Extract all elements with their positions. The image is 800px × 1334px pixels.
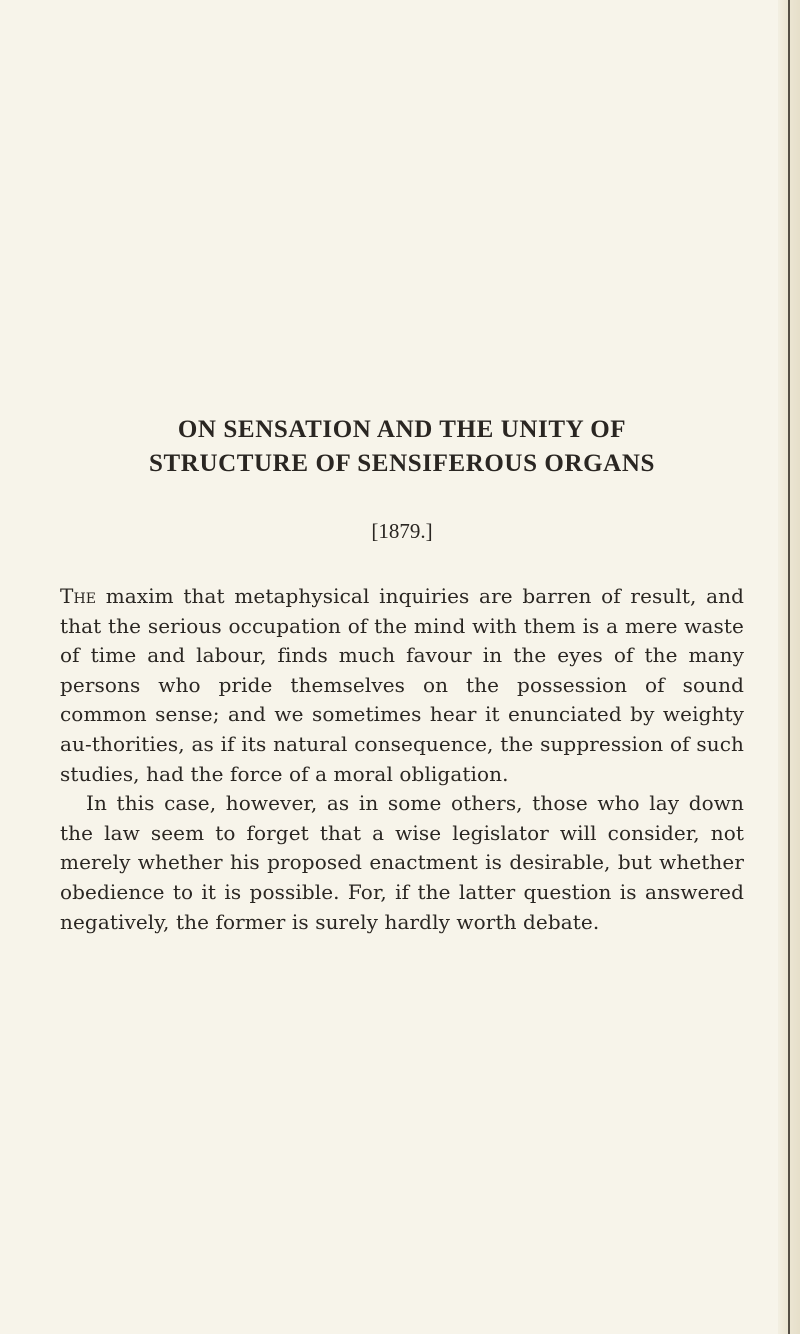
page-edge-line	[788, 0, 790, 1334]
title-line-1: ON SENSATION AND THE UNITY OF	[177, 416, 627, 443]
publication-year: [1879.]	[371, 519, 433, 543]
page-content	[60, 413, 744, 937]
page-title	[60, 413, 744, 481]
paragraph-1-body: maxim that metaphysical inquiries are barren of result, and that the serious occupation of the mind with them is a mere waste of time and labour, finds much favour in the eyes of the many persons who pride themselves on the possession of sound common sense; and we sometimes hear it enunciated by weighty au-thorities, as if its natural consequence, the suppression of such studies, had the force of a moral obligation.	[60, 584, 744, 786]
paragraph-2: In this case, however, as in some others, those who lay down the law seem to forget that a wise legislator will consider, not merely whether his proposed enactment is desirable, but whether obedience to it is possible. For, if the latter question is answered negatively, the former is surely hardly worth debate.	[60, 791, 744, 934]
title-line-2: STRUCTURE OF SENSIFEROUS ORGANS	[149, 450, 655, 477]
paragraph-1-lead: The	[60, 584, 97, 608]
paragraph-1	[60, 582, 744, 789]
